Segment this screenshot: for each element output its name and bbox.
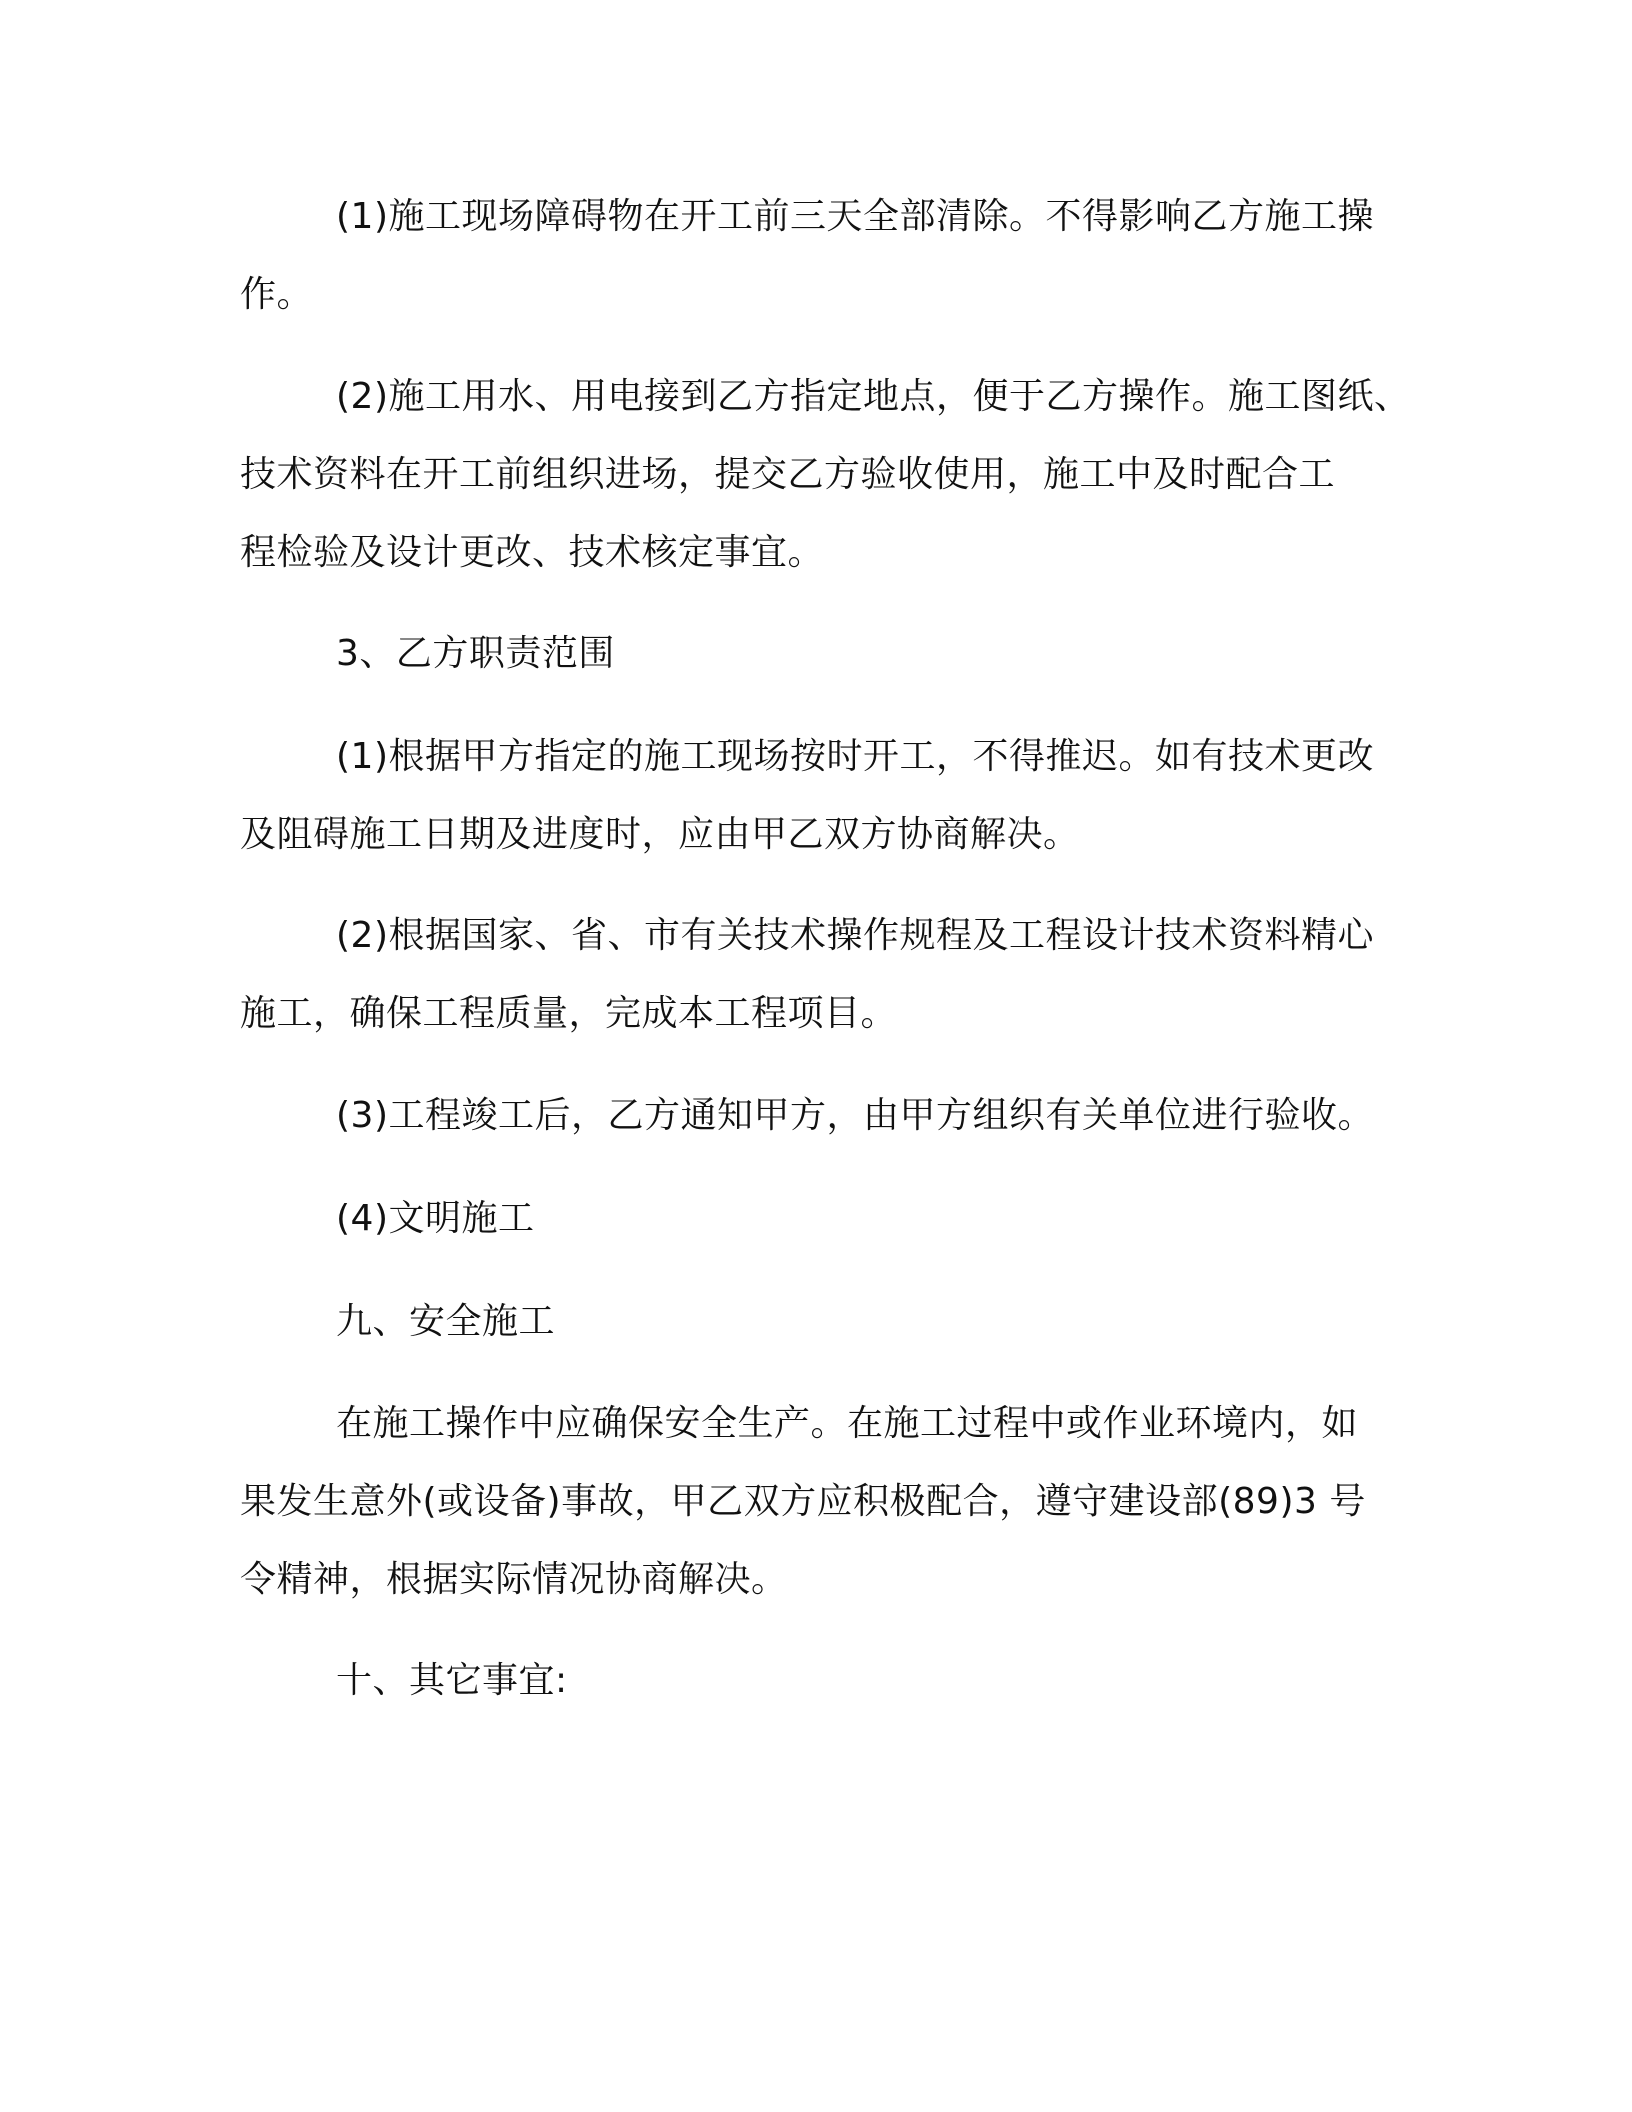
text-line: 九、安全施工: [336, 1301, 556, 1342]
paragraph-civilized-construction: [240, 1180, 1420, 1258]
text-line: 技术资料在开工前组织进场，提交乙方验收使用，施工中及时配合工: [240, 454, 1336, 495]
section-heading-safety: [240, 1283, 1420, 1361]
text-line: 程检验及设计更改、技术核定事宜。: [240, 532, 825, 573]
text-line: 施工，确保工程质量，完成本工程项目。: [240, 993, 898, 1034]
section-heading-party-b-scope: [240, 615, 1420, 693]
paragraph-site-clearance: [240, 178, 1420, 334]
paragraph-safety: [240, 1385, 1420, 1619]
text-line: 果发生意外(或设备)事故，甲乙双方应积极配合，遵守建设部(89)3 号: [240, 1481, 1366, 1522]
text-line: 作。: [240, 274, 314, 315]
text-line: (1)施工现场障碍物在开工前三天全部清除。不得影响乙方施工操: [336, 196, 1374, 237]
paragraph-start-on-time: [240, 718, 1420, 874]
paragraph-completion: [240, 1077, 1420, 1155]
text-line: 在施工操作中应确保安全生产。在施工过程中或作业环境内，如: [336, 1403, 1359, 1444]
paragraph-regulations: [240, 897, 1420, 1053]
text-line: (3)工程竣工后，乙方通知甲方，由甲方组织有关单位进行验收。: [336, 1095, 1374, 1136]
text-line: (2)施工用水、用电接到乙方指定地点，便于乙方操作。施工图纸、: [336, 376, 1411, 417]
text-line: 十、其它事宜:: [336, 1660, 568, 1701]
text-line: 3、乙方职责范围: [336, 633, 615, 674]
section-heading-other-matters: [240, 1642, 1420, 1720]
text-line: 及阻碍施工日期及进度时，应由甲乙双方协商解决。: [240, 814, 1080, 855]
text-line: (2)根据国家、省、市有关技术操作规程及工程设计技术资料精心: [336, 915, 1374, 956]
text-line: (1)根据甲方指定的施工现场按时开工，不得推迟。如有技术更改: [336, 736, 1374, 777]
paragraph-water-power: [240, 358, 1420, 592]
text-line: (4)文明施工: [336, 1198, 535, 1239]
text-line: 令精神，根据实际情况协商解决。: [240, 1559, 788, 1600]
